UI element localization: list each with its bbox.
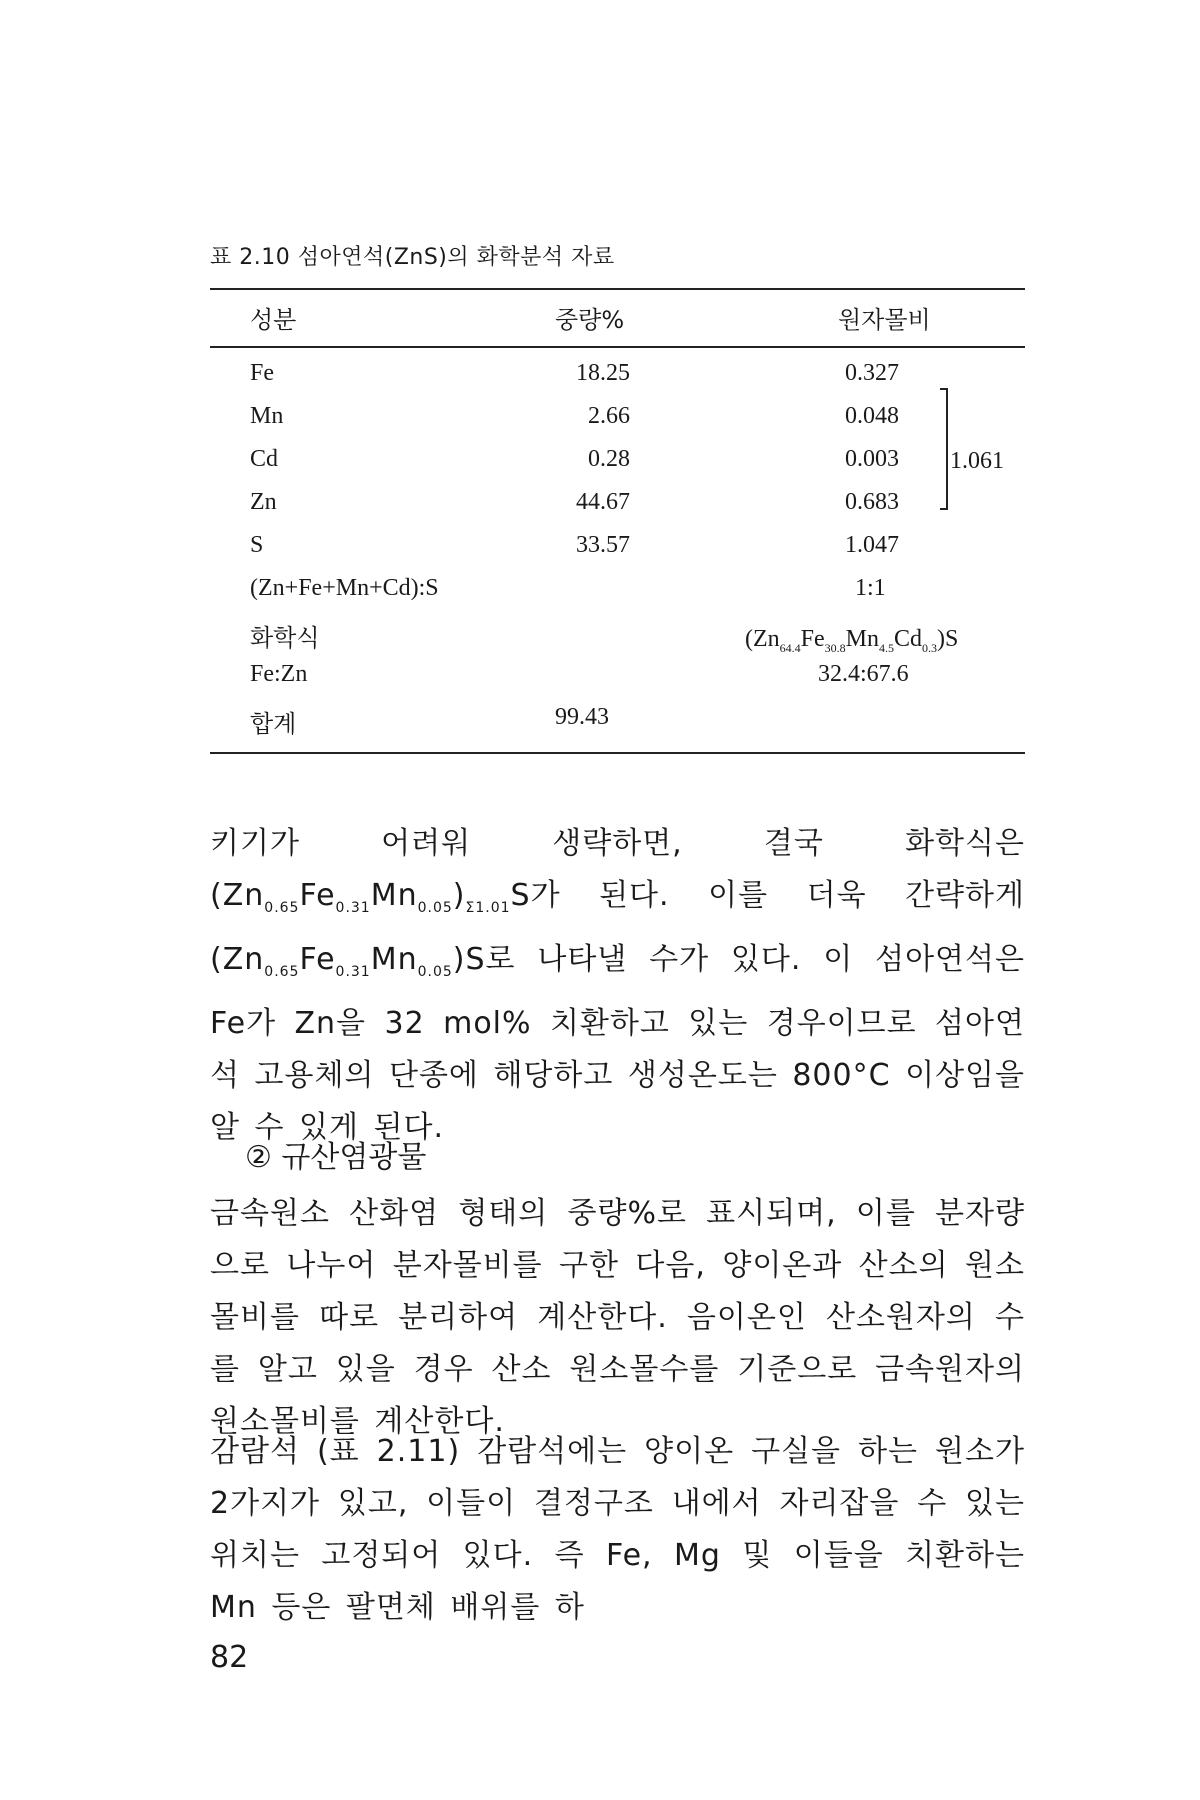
header-weight-percent: 중량% bbox=[555, 306, 625, 334]
row-total-label: 합계 bbox=[250, 710, 297, 738]
paragraph-2: 금속원소 산화염 형태의 중량%로 표시되며, 이를 분자량으로 나누어 분자몰비를 구한 다음, 양이온과 산소의 원소몰비를 따로 분리하여 계산한다. 음이온인 산소원자의 수를 알고 있을 경우 산소 원소몰수를 기준으로 금속원자의 원소몰비를 계산한다. bbox=[210, 1196, 1025, 1439]
row-s-ratio: 1.047 bbox=[845, 532, 899, 558]
bracket-sum-value: 1.061 bbox=[950, 448, 1004, 474]
row-s-weight: 33.57 bbox=[576, 532, 630, 558]
row-fe-ratio: 0.327 bbox=[845, 360, 899, 386]
row-s-name: S bbox=[250, 532, 264, 558]
sum-bracket bbox=[940, 388, 948, 510]
section-heading: ② 규산염광물 bbox=[245, 1140, 427, 1175]
row-cd-ratio: 0.003 bbox=[845, 446, 899, 472]
row-formula-label: 화학식 bbox=[250, 624, 320, 652]
row-cation-sulfur-value: 1:1 bbox=[855, 575, 886, 601]
row-fezn-value: 32.4:67.6 bbox=[818, 661, 909, 687]
row-mn-ratio: 0.048 bbox=[845, 403, 899, 429]
row-fe-name: Fe bbox=[250, 360, 274, 386]
table-header-rule bbox=[210, 346, 1025, 348]
row-formula-value: $(Zn_{64.4}Fe_{30.8}Mn_{4.5}Cd_{0.3})S$ bbox=[745, 626, 959, 655]
row-cd-name: Cd bbox=[250, 446, 279, 472]
table-top-rule bbox=[210, 288, 1025, 290]
row-cd-weight: 0.28 bbox=[588, 446, 630, 472]
row-mn-weight: 2.66 bbox=[588, 403, 630, 429]
row-cation-sulfur-label: (Zn+Fe+Mn+Cd):S bbox=[250, 575, 439, 601]
row-fe-weight: 18.25 bbox=[576, 360, 630, 386]
row-fezn-label: Fe:Zn bbox=[250, 661, 308, 687]
row-zn-ratio: 0.683 bbox=[845, 489, 899, 515]
row-mn-name: Mn bbox=[250, 403, 284, 429]
page-number: 82 bbox=[210, 1640, 249, 1675]
header-component: 성분 bbox=[250, 306, 297, 334]
row-zn-name: Zn bbox=[250, 489, 277, 515]
header-atomic-ratio: 원자몰비 bbox=[838, 306, 931, 334]
row-total-value: 99.43 bbox=[555, 704, 609, 730]
table-caption: 표 2.10 섬아연석(ZnS)의 화학분석 자료 bbox=[210, 245, 615, 270]
paragraph-3: 감람석 (표 2.11) 감람석에는 양이온 구실을 하는 원소가 2가지가 있고, 이들이 결정구조 내에서 자리잡을 수 있는 위치는 고정되어 있다. 즉 Fe, Mg 및 이들을 치환하는 Mn 등은 팔면체 배위를 하 bbox=[210, 1434, 1025, 1625]
row-zn-weight: 44.67 bbox=[576, 489, 630, 515]
table-bottom-rule bbox=[210, 752, 1025, 754]
paragraph-1: 키기가 어려워 생략하면, 결국 화학식은 $(Zn_{0.65}Fe_{0.31}Mn_{0.05})_{\Sigma 1.01}S$가 된다. 이를 더욱 간략하게 $(Zn_{0.65}Fe_{0.31}Mn_{0.05})S$로 나타낼 수가 있다. 이 섬아연석은 Fe가 Zn을 32 mol% 치환하고 있는 경우이므로 섬아연석 고용체의 단종에 해당하고 생성온도는 800°C 이상임을 알 수 있게 된다. bbox=[210, 826, 1026, 1145]
